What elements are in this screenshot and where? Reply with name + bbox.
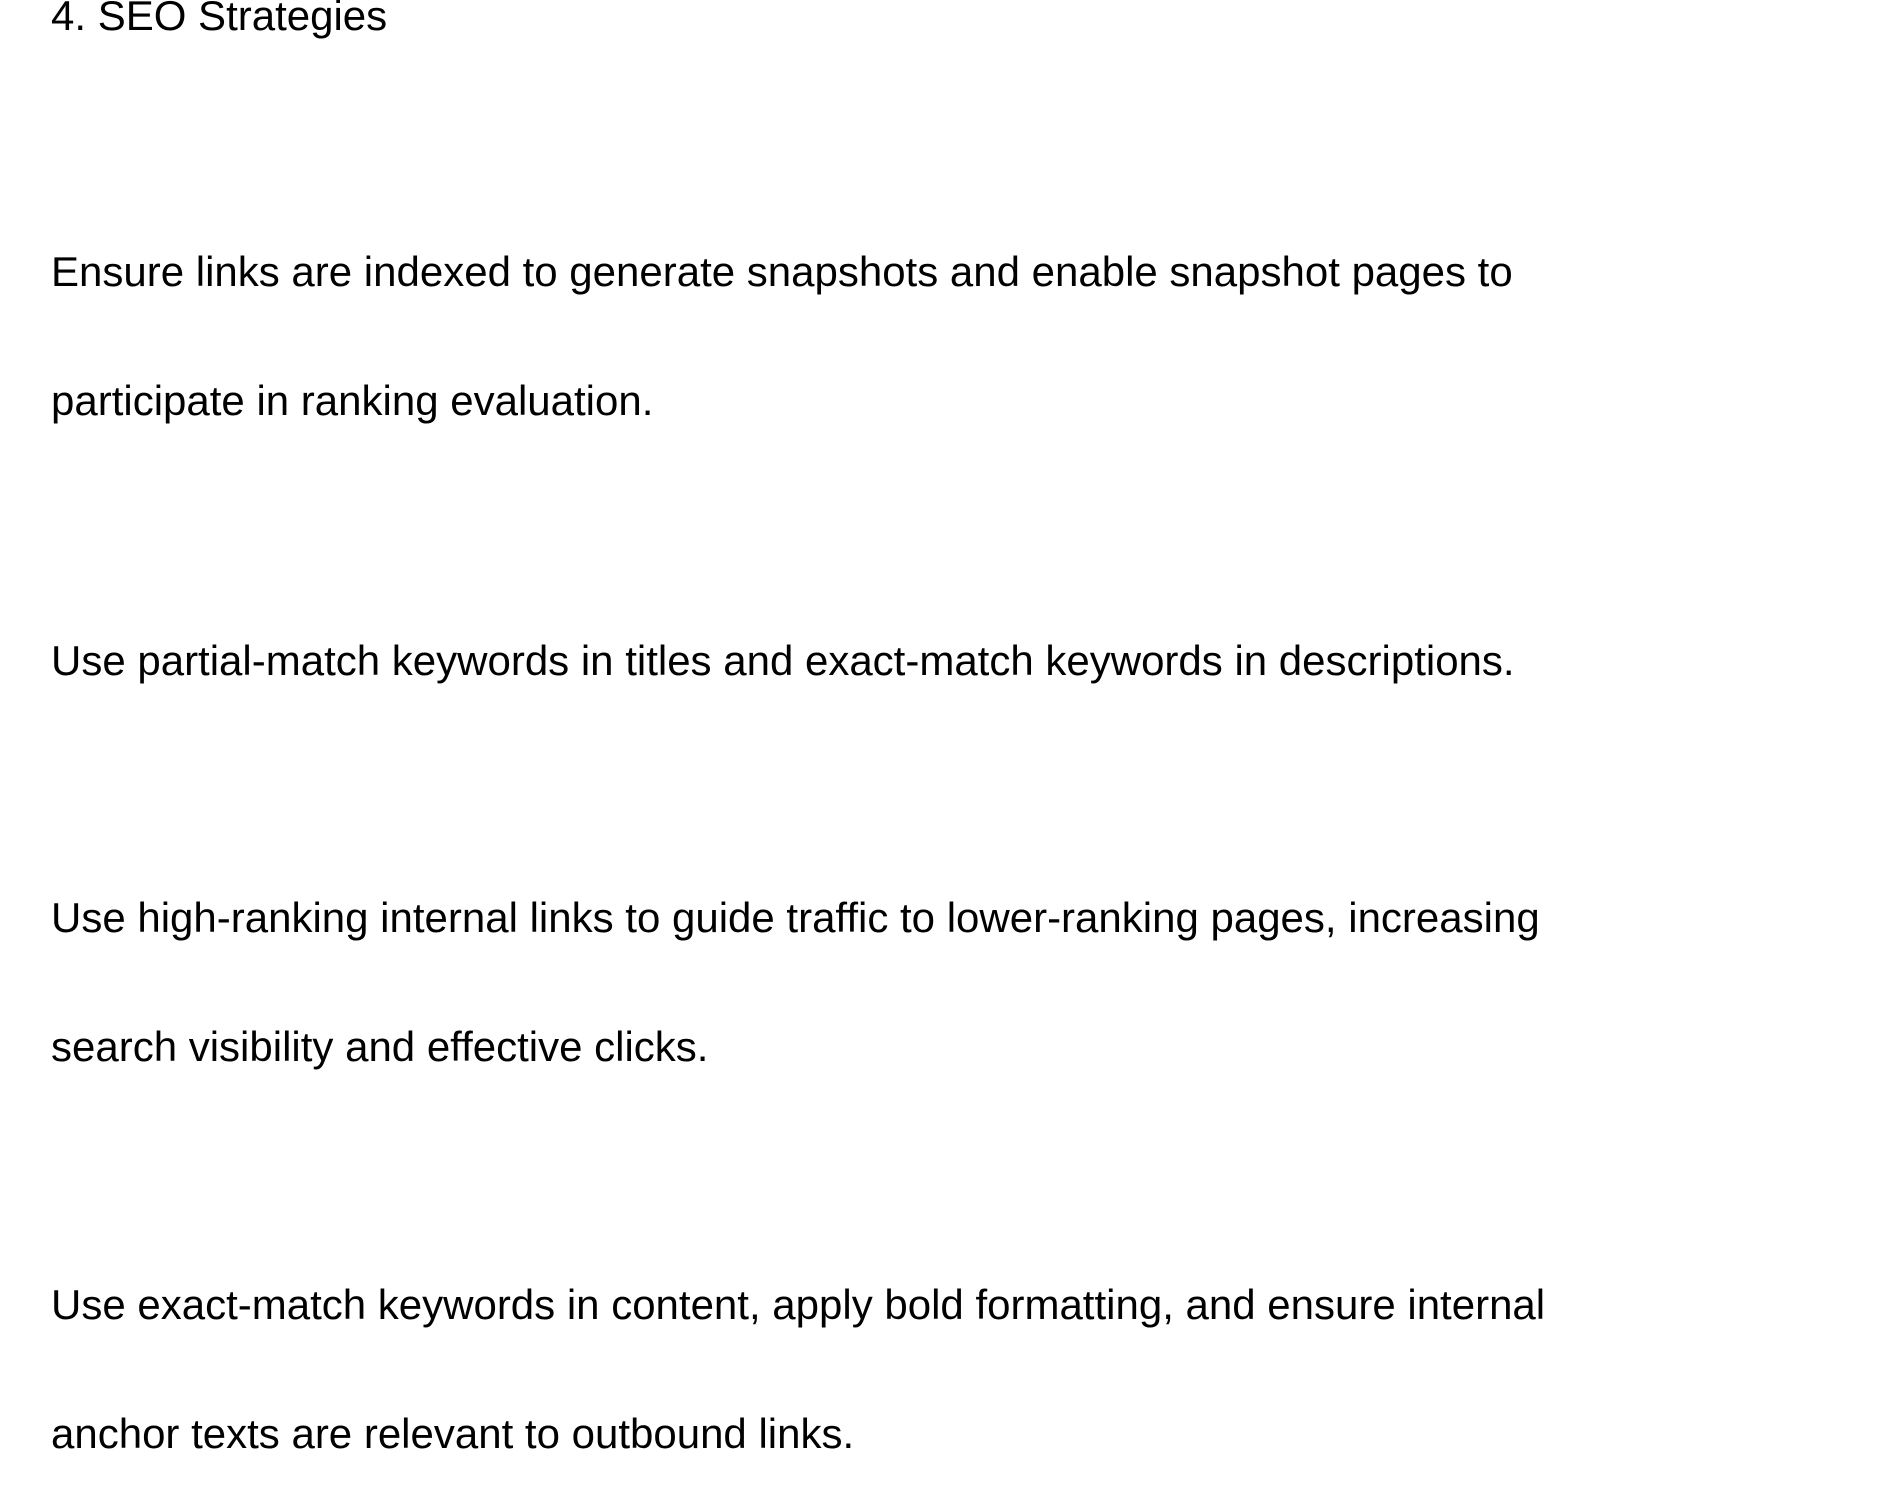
paragraph-indexing [51,207,1811,465]
paragraph-line: Use partial-match keywords in titles and exact-match keywords in descriptions. [51,637,1515,684]
paragraph-line: Ensure links are indexed to generate snapshots and enable snapshot pages to [51,248,1513,295]
paragraph-line: participate in ranking evaluation. [51,377,654,424]
paragraph-content-keywords [51,1240,1811,1498]
paragraph-internal-links [51,853,1811,1111]
paragraph-keywords [51,596,1811,725]
paragraph-line: Use exact-match keywords in content, apply bold formatting, and ensure internal [51,1281,1546,1328]
paragraph-line: search visibility and effective clicks. [51,1023,709,1070]
section-heading: 4. SEO Strategies [51,0,388,39]
paragraph-line: anchor texts are relevant to outbound links. [51,1410,855,1457]
paragraph-line: Use high-ranking internal links to guide traffic to lower-ranking pages, increasing [51,894,1540,941]
